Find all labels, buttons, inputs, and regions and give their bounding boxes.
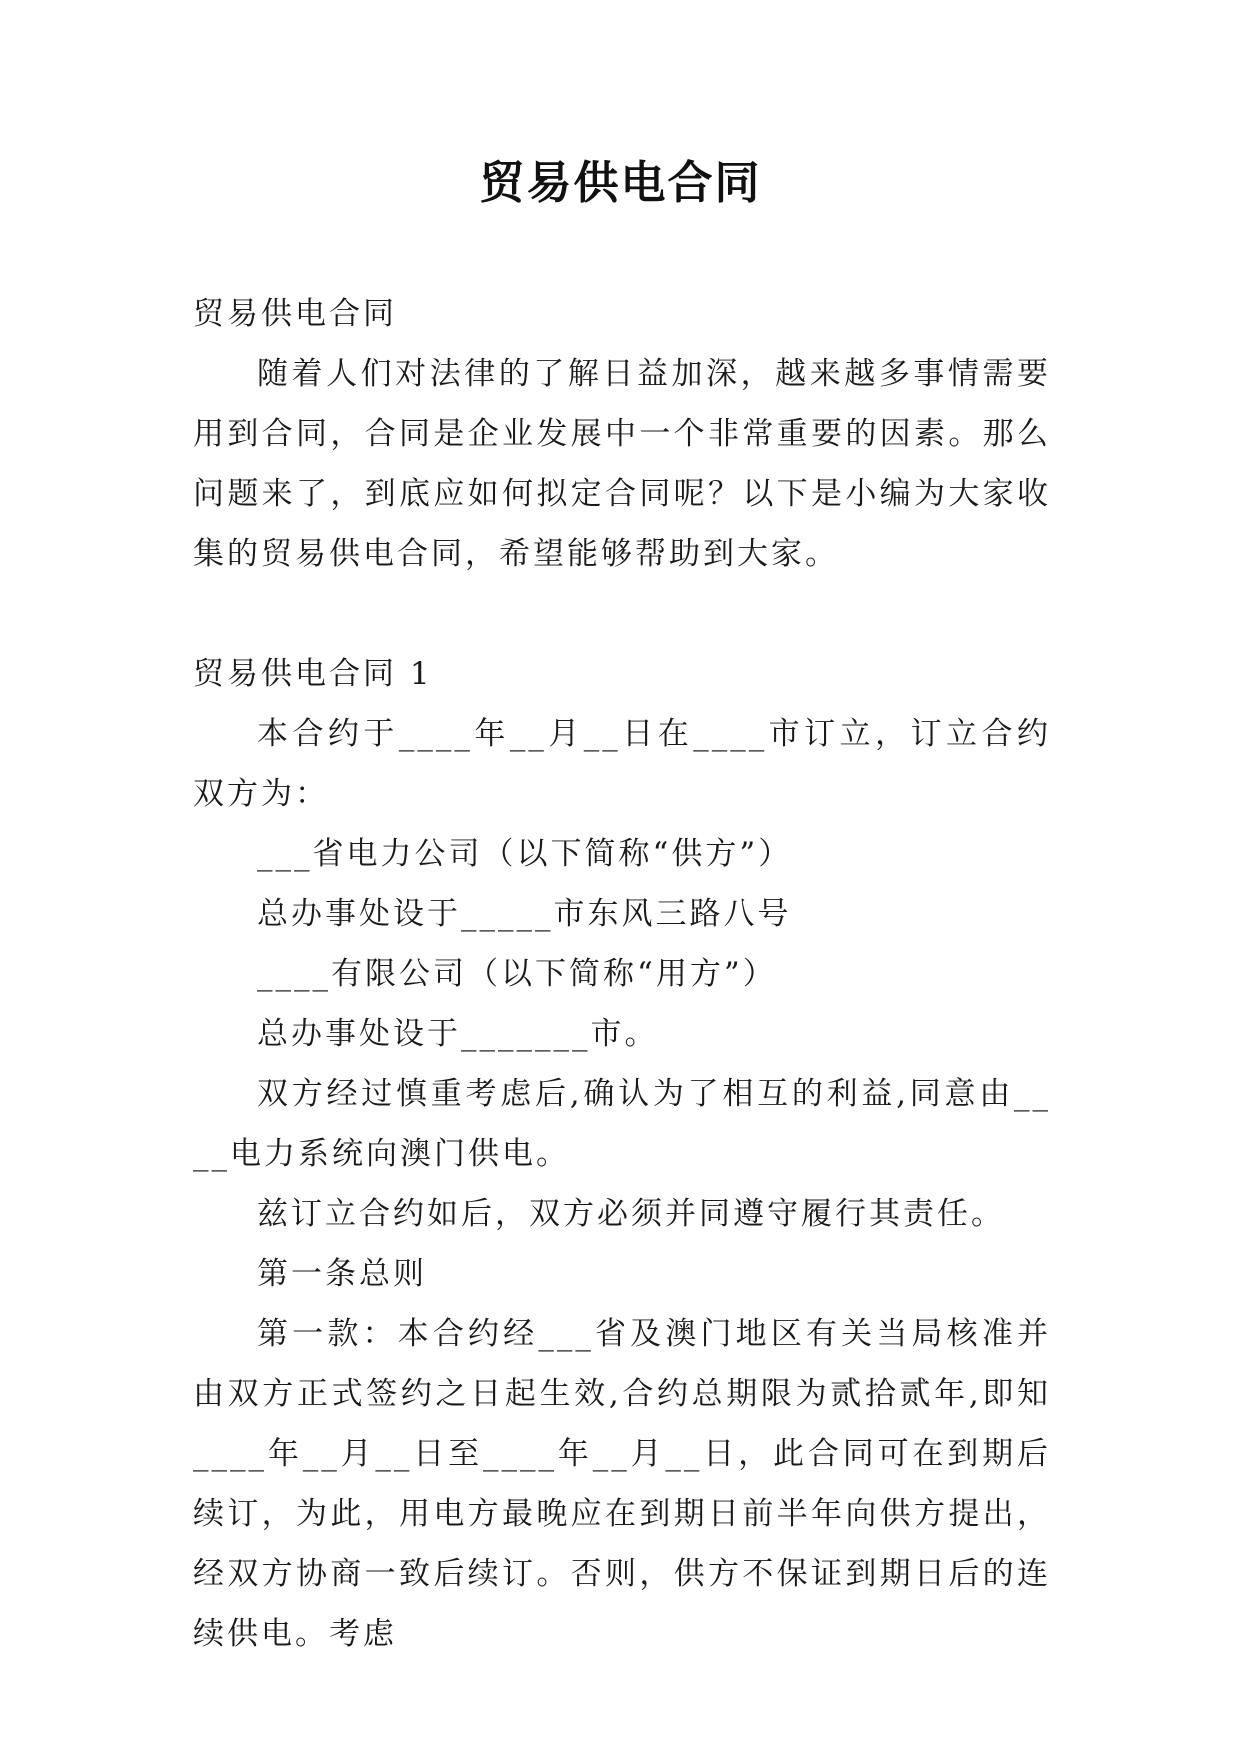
paragraph: 本合约于____年__月__日在____市订立，订立合约双方为： bbox=[193, 716, 1051, 812]
paragraph: 贸易供电合同 1 bbox=[193, 656, 433, 692]
paragraph: ____有限公司（以下简称“用方”） bbox=[257, 956, 777, 992]
paragraph-spacer bbox=[193, 584, 1051, 644]
paragraph: ___省电力公司（以下简称“供方”） bbox=[257, 836, 793, 872]
document-body bbox=[193, 284, 1051, 1664]
paragraph: 兹订立合约如后，双方必须并同遵守履行其责任。 bbox=[257, 1196, 1005, 1232]
paragraph: 总办事处设于_____市东风三路八号 bbox=[257, 896, 792, 932]
paragraph: 双方经过慎重考虑后,确认为了相互的利益,同意由____电力系统向澳门供电。 bbox=[193, 1076, 1051, 1172]
paragraph: 随着人们对法律的了解日益加深，越来越多事情需要用到合同，合同是企业发展中一个非常重要的因素。那么问题来了，到底应如何拟定合同呢？以下是小编为大家收集的贸易供电合同，希望能够帮助到大家。 bbox=[193, 356, 1051, 572]
document-title: 贸易供电合同 bbox=[479, 156, 762, 209]
paragraph: 第一款：本合约经___省及澳门地区有关当局核准并由双方正式签约之日起生效,合约总期限为贰拾贰年,即知____年__月__日至____年__月__日，此合同可在到期后续订，为此，用电方最晚应在到期日前半年向供方提出，经双方协商一致后续订。否则，供方不保证到期日后的连续供电。考虑 bbox=[193, 1316, 1051, 1652]
paragraph: 贸易供电合同 bbox=[193, 296, 397, 332]
paragraph: 总办事处设于_______市。 bbox=[257, 1016, 659, 1052]
paragraph: 第一条总则 bbox=[257, 1256, 427, 1292]
